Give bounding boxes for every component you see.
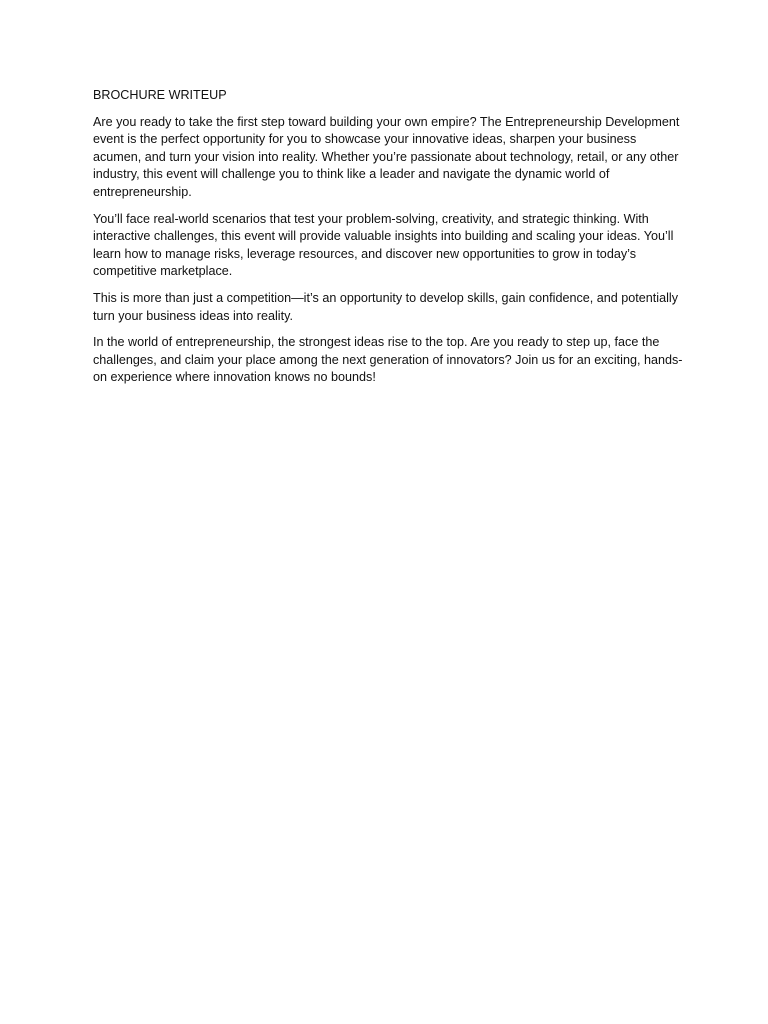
- paragraph-competition: This is more than just a competition—it’s an opportunity to develop skills, gain confidence, and potentially turn your business ideas into reality.: [93, 290, 679, 323]
- paragraph-scenarios: You’ll face real-world scenarios that test your problem-solving, creativity, and strategic thinking. With interactive challenges, this event will provide valuable insights into building and scaling your ideas. You’ll learn how to manage risks, leverage resources, and discover new opportunities to grow in today’s competitive marketplace.: [93, 211, 674, 279]
- paragraph-intro: Are you ready to take the first step toward building your own empire? The Entrepreneurship Development event is the perfect opportunity for you to showcase your innovative ideas, sharpen your business acumen, and turn your vision into reality. Whether you’re passionate about technology, retail, or any other industry, this event will challenge you to think like a leader and navigate the dynamic world of entrepreneurship.: [93, 114, 680, 199]
- document-title: BROCHURE WRITEUP: [93, 88, 227, 102]
- document-body: [93, 87, 683, 396]
- paragraph-call-to-action: In the world of entrepreneurship, the strongest ideas rise to the top. Are you ready to step up, face the challenges, and claim your place among the next generation of innovators? Join us for an exciting, hands-on experience where innovation knows no bounds!: [93, 335, 683, 385]
